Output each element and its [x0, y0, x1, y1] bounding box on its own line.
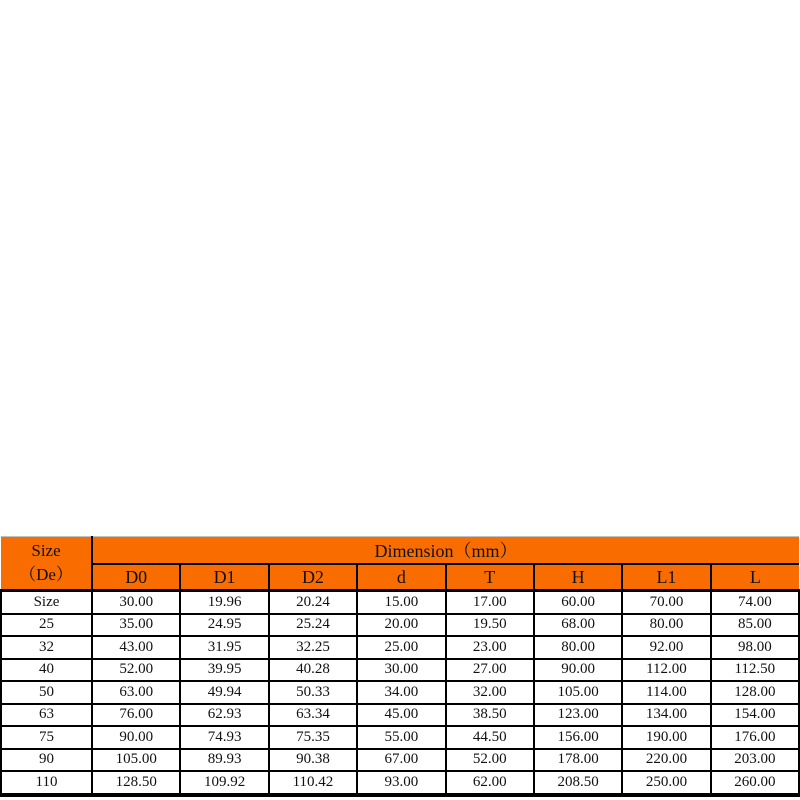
- value-cell: 178.00: [534, 749, 622, 772]
- value-cell: 49.94: [180, 681, 268, 704]
- value-cell: 30.00: [92, 591, 180, 614]
- value-cell: 55.00: [357, 726, 445, 749]
- value-cell: 74.00: [711, 591, 799, 614]
- table-row: [1, 591, 799, 614]
- value-cell: 220.00: [622, 749, 710, 772]
- value-cell: 62.93: [180, 704, 268, 727]
- value-cell: 43.00: [92, 636, 180, 659]
- table-row: [1, 749, 799, 772]
- table-header: [1, 537, 799, 591]
- value-cell: 20.00: [357, 614, 445, 637]
- value-cell: 74.93: [180, 726, 268, 749]
- value-cell: 40.28: [269, 659, 357, 682]
- value-cell: 60.00: [534, 591, 622, 614]
- value-cell: 45.00: [357, 704, 445, 727]
- value-cell: 23.00: [446, 636, 534, 659]
- table-row: [1, 771, 799, 795]
- value-cell: 50.33: [269, 681, 357, 704]
- value-cell: 38.50: [446, 704, 534, 727]
- header-cell-T: T: [446, 564, 534, 591]
- value-cell: 89.93: [180, 749, 268, 772]
- row-size-cell: Size: [1, 591, 92, 614]
- table-row: [1, 681, 799, 704]
- value-cell: 76.00: [92, 704, 180, 727]
- value-cell: 112.50: [711, 659, 799, 682]
- value-cell: 109.92: [180, 771, 268, 795]
- value-cell: 105.00: [534, 681, 622, 704]
- value-cell: 110.42: [269, 771, 357, 795]
- header-cell-L1: L1: [622, 564, 710, 591]
- value-cell: 31.95: [180, 636, 268, 659]
- value-cell: 112.00: [622, 659, 710, 682]
- value-cell: 128.00: [711, 681, 799, 704]
- row-size-cell: 75: [1, 726, 92, 749]
- value-cell: 52.00: [446, 749, 534, 772]
- value-cell: 80.00: [622, 614, 710, 637]
- header-row-top: [1, 537, 799, 565]
- value-cell: 20.24: [269, 591, 357, 614]
- header-cell-D2: D2: [269, 564, 357, 591]
- value-cell: 85.00: [711, 614, 799, 637]
- table-row: [1, 614, 799, 637]
- value-cell: 128.50: [92, 771, 180, 795]
- size-label-line2: （De）: [19, 565, 73, 584]
- value-cell: 35.00: [92, 614, 180, 637]
- header-cell-D1: D1: [180, 564, 268, 591]
- table-row: [1, 726, 799, 749]
- value-cell: 67.00: [357, 749, 445, 772]
- value-cell: 75.35: [269, 726, 357, 749]
- header-cell-size: [1, 537, 92, 591]
- value-cell: 156.00: [534, 726, 622, 749]
- value-cell: 62.00: [446, 771, 534, 795]
- value-cell: 17.00: [446, 591, 534, 614]
- value-cell: 134.00: [622, 704, 710, 727]
- value-cell: 260.00: [711, 771, 799, 795]
- row-size-cell: 90: [1, 749, 92, 772]
- value-cell: 19.50: [446, 614, 534, 637]
- value-cell: 32.00: [446, 681, 534, 704]
- value-cell: 68.00: [534, 614, 622, 637]
- row-size-cell: 110: [1, 771, 92, 795]
- value-cell: 80.00: [534, 636, 622, 659]
- value-cell: 63.00: [92, 681, 180, 704]
- table-row: [1, 704, 799, 727]
- row-size-cell: 40: [1, 659, 92, 682]
- header-cell-H: H: [534, 564, 622, 591]
- value-cell: 93.00: [357, 771, 445, 795]
- value-cell: 203.00: [711, 749, 799, 772]
- value-cell: 24.95: [180, 614, 268, 637]
- header-cell-D0: D0: [92, 564, 180, 591]
- value-cell: 44.50: [446, 726, 534, 749]
- value-cell: 105.00: [92, 749, 180, 772]
- value-cell: 52.00: [92, 659, 180, 682]
- row-size-cell: 25: [1, 614, 92, 637]
- value-cell: 30.00: [357, 659, 445, 682]
- value-cell: 208.50: [534, 771, 622, 795]
- row-size-cell: 50: [1, 681, 92, 704]
- value-cell: 25.24: [269, 614, 357, 637]
- value-cell: 25.00: [357, 636, 445, 659]
- value-cell: 90.38: [269, 749, 357, 772]
- size-label-line1: Size: [31, 541, 61, 561]
- header-cell-dimension: Dimension（mm）: [92, 537, 799, 565]
- value-cell: 154.00: [711, 704, 799, 727]
- header-cell-d: d: [357, 564, 445, 591]
- value-cell: 250.00: [622, 771, 710, 795]
- value-cell: 63.34: [269, 704, 357, 727]
- header-cell-L: L: [711, 564, 799, 591]
- dimension-table: [0, 536, 800, 797]
- value-cell: 92.00: [622, 636, 710, 659]
- value-cell: 32.25: [269, 636, 357, 659]
- value-cell: 190.00: [622, 726, 710, 749]
- value-cell: 39.95: [180, 659, 268, 682]
- value-cell: 19.96: [180, 591, 268, 614]
- table-row: [1, 659, 799, 682]
- table-body: [1, 591, 799, 795]
- value-cell: 98.00: [711, 636, 799, 659]
- value-cell: 123.00: [534, 704, 622, 727]
- table-row: [1, 636, 799, 659]
- value-cell: 70.00: [622, 591, 710, 614]
- header-columns-row: [1, 564, 799, 591]
- value-cell: 27.00: [446, 659, 534, 682]
- value-cell: 15.00: [357, 591, 445, 614]
- row-size-cell: 63: [1, 704, 92, 727]
- row-size-cell: 32: [1, 636, 92, 659]
- value-cell: 90.00: [534, 659, 622, 682]
- value-cell: 90.00: [92, 726, 180, 749]
- value-cell: 34.00: [357, 681, 445, 704]
- value-cell: 114.00: [622, 681, 710, 704]
- value-cell: 176.00: [711, 726, 799, 749]
